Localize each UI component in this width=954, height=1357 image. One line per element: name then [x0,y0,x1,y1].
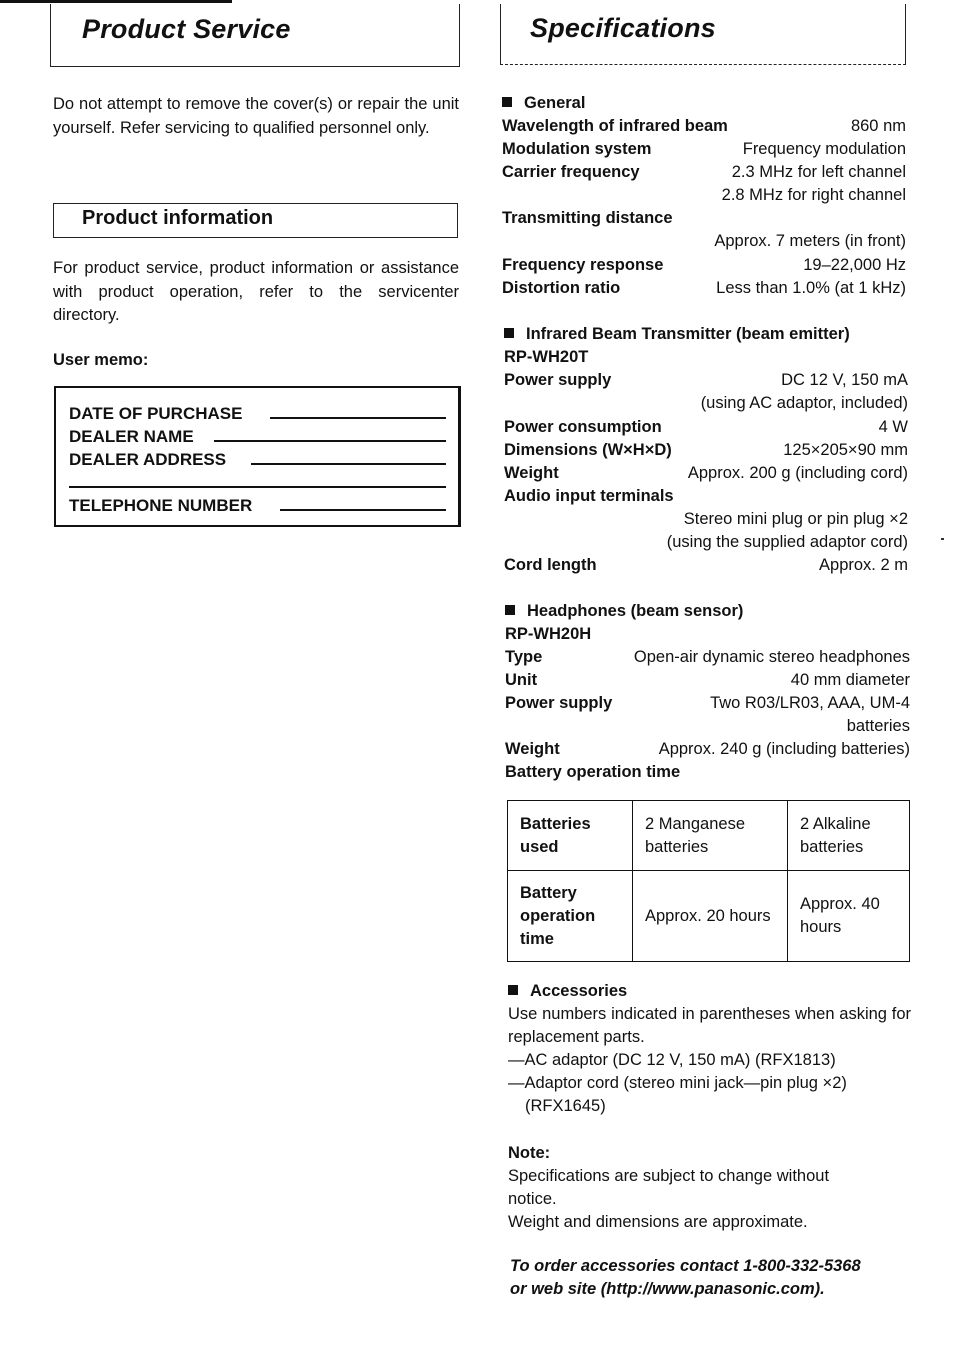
accessories-heading: Accessories [508,980,627,1003]
spec-hp-power-supply: Power supply Two R03/LR03, AAA, UM-4 [505,694,910,712]
memo-address-line-2[interactable] [69,486,446,488]
memo-dealer-address-line[interactable] [251,463,446,465]
spec-distance-value: Approx. 7 meters (in front) [714,232,906,250]
battery-table [507,800,910,962]
order-contact-line-2[interactable]: or web site (http://www.panasonic.com). [510,1280,825,1298]
spec-tx-power-supply-2: (using AC adaptor, included) [700,394,908,412]
accessory-item-ac-adaptor: —AC adaptor (DC 12 V, 150 mA) (RFX1813) [508,1051,836,1069]
table-cell-header: Batteries used [508,801,633,871]
scan-speck [941,538,944,540]
spec-hp-weight: Weight Approx. 240 g (including batteries) [505,740,910,758]
product-info-text: For product service, product information or assistance with product operation, refer to the servicenter directory. [53,259,459,324]
memo-telephone-line[interactable] [280,509,446,511]
spec-carrier: Carrier frequency 2.3 MHz for left channel [502,163,906,181]
note-heading: Note: [508,1144,551,1162]
table-cell: 2 Manganese batteries [633,801,788,871]
accessories-intro: Use numbers indicated in parentheses when asking for replacement parts. [508,1005,911,1046]
transmitter-heading: Infrared Beam Transmitter (beam emitter) [504,323,850,346]
table-row [508,801,910,871]
spec-tx-audio-value-2: (using the supplied adaptor cord) [666,533,908,551]
product-info-title: Product information [82,207,274,229]
table-cell: Approx. 40 hours [788,871,910,962]
memo-dealer-address-label: DEALER ADDRESS [69,450,227,469]
table-cell: Approx. 20 hours [633,871,788,962]
headphones-section [505,600,910,790]
spec-tx-power-consumption: Power consumption 4 W [504,418,908,436]
bullet-square-icon [505,605,515,615]
memo-date-line[interactable] [270,417,446,419]
spec-hp-battery-time: Battery operation time [505,763,681,781]
spec-hp-type: Type Open-air dynamic stereo headphones [505,648,910,666]
headphones-heading: Headphones (beam sensor) [505,600,743,623]
memo-dealer-name-line[interactable] [214,440,446,442]
note-section [508,1142,911,1237]
spec-tx-audio: Audio input terminals [504,487,674,505]
memo-telephone-label: TELEPHONE NUMBER [69,496,253,515]
transmitter-model: RP-WH20T [504,348,589,366]
table-row [508,871,910,962]
specifications-title: Specifications [530,13,716,43]
bullet-square-icon [508,985,518,995]
accessory-item-adaptor-cord-part: (RFX1645) [525,1097,606,1115]
accessory-item-adaptor-cord: —Adaptor cord (stereo mini jack—pin plug ×2) [508,1074,847,1092]
order-contact-line-1: To order accessories contact 1-800-332-5368 [510,1257,861,1275]
note-line-1: Specifications are subject to change without [508,1167,830,1185]
headphones-model: RP-WH20H [505,625,592,643]
bullet-square-icon [502,97,512,107]
spec-frequency: Frequency response 19–22,000 Hz [502,256,906,274]
memo-date-label: DATE OF PURCHASE [69,404,243,423]
transmitter-section [504,323,908,583]
general-heading: General [502,92,585,115]
service-intro-text: Do not attempt to remove the cover(s) or repair the unit yourself. Refer servicing to qualified personnel only. [53,95,459,137]
top-rule [0,0,232,3]
spec-tx-dimensions: Dimensions (W×H×D) 125×205×90 mm [504,441,908,459]
spec-tx-cord: Cord length Approx. 2 m [504,556,908,574]
spec-distance: Transmitting distance [502,209,673,227]
note-line-2: Weight and dimensions are approximate. [508,1213,808,1231]
memo-dealer-name-label: DEALER NAME [69,427,194,446]
table-cell: 2 Alkaline batteries [788,801,910,871]
spec-hp-power-supply-2: batteries [846,717,910,735]
note-line-1b: notice. [508,1190,557,1208]
spec-tx-power-supply: Power supply DC 12 V, 150 mA [504,371,908,389]
accessories-section [508,980,911,1120]
spec-tx-weight: Weight Approx. 200 g (including cord) [504,464,908,482]
spec-hp-unit: Unit 40 mm diameter [505,671,910,689]
spec-tx-audio-value: Stereo mini plug or pin plug ×2 [683,510,908,528]
table-cell-header: Battery operation time [508,871,633,962]
spec-distortion: Distortion ratio Less than 1.0% (at 1 kHz) [502,279,906,297]
spec-wavelength: Wavelength of infrared beam 860 nm [502,117,906,135]
user-memo-label: User memo: [53,351,149,369]
product-service-title: Product Service [82,14,291,44]
spec-modulation: Modulation system Frequency modulation [502,140,906,158]
bullet-square-icon [504,328,514,338]
spec-carrier-2: 2.8 MHz for right channel [721,186,906,204]
general-section [502,92,906,302]
